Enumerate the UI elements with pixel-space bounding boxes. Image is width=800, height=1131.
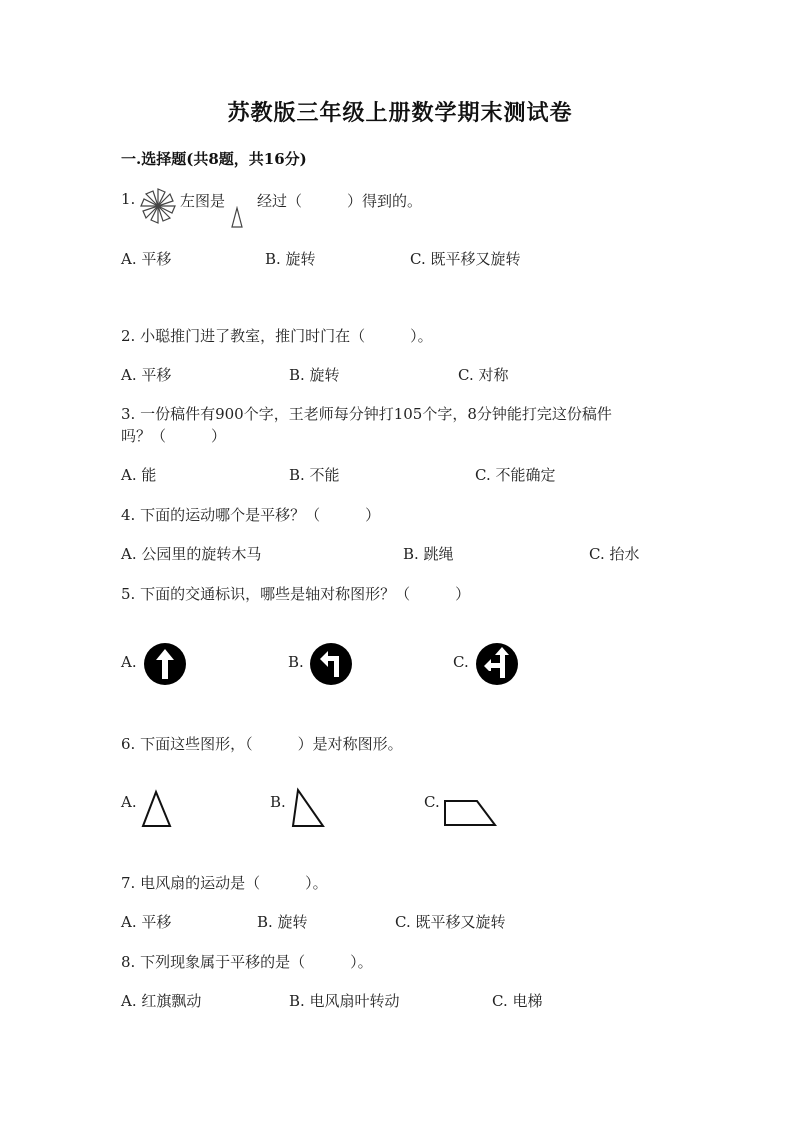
page-title: 苏教版三年级上册数学期末测试卷 [227,100,573,126]
turn-left-sign-icon [309,642,353,686]
question-3-option-a: A. 能 [121,466,157,484]
isosceles-triangle-icon [139,788,175,830]
question-4-option-a: A. 公园里的旋转木马 [121,545,262,563]
question-7-text: 7. 电风扇的运动是（ ）。 [121,874,328,892]
pinwheel-icon [137,186,179,226]
question-5-option-a: A. [121,653,137,671]
question-6-option-a: A. [121,793,137,811]
question-6-option-c: C. [424,793,440,811]
question-1-option-c: C. 既平移又旋转 [410,250,521,268]
question-7-option-b: B. 旋转 [257,913,308,931]
question-2-text: 2. 小聪推门进了教室，推门时门在（ ）。 [121,327,433,345]
question-6-text: 6. 下面这些图形，（ ）是对称图形。 [121,735,403,753]
question-5-option-b: B. [288,653,304,671]
question-8-option-c: C. 电梯 [492,992,543,1010]
question-1-option-b: B. 旋转 [265,250,316,268]
question-1-option-a: A. 平移 [121,250,172,268]
question-2-option-b: B. 旋转 [289,366,340,384]
question-4-option-b: B. 跳绳 [403,545,454,563]
question-3-text-line1: 3. 一份稿件有900个字，王老师每分钟打105个字，8分钟能打完这份稿件 [121,405,612,423]
question-8-text: 8. 下列现象属于平移的是（ ）。 [121,953,373,971]
question-1-text-b: 经过（ ）得到的。 [257,192,423,210]
question-3-option-b: B. 不能 [289,466,340,484]
question-4-text: 4. 下面的运动哪个是平移？（ ） [121,506,381,524]
question-5-text: 5. 下面的交通标识，哪些是轴对称图形？（ ） [121,585,471,603]
question-6-option-b: B. [270,793,286,811]
question-3-text-line2: 吗？（ ） [121,427,227,445]
question-4-option-c: C. 抬水 [589,545,640,563]
question-7-option-a: A. 平移 [121,913,172,931]
question-7-option-c: C. 既平移又旋转 [395,913,506,931]
question-2-option-a: A. 平移 [121,366,172,384]
question-1-text-a: 左图是 [180,192,226,210]
question-3-option-c: C. 不能确定 [475,466,556,484]
section-heading: 一.选择题(共8题，共16分) [121,150,307,168]
question-2-option-c: C. 对称 [458,366,509,384]
single-blade-icon [229,206,245,230]
trapezoid-icon [441,797,499,829]
scalene-triangle-icon [289,786,327,830]
question-5-option-c: C. [453,653,469,671]
arrow-up-sign-icon [143,642,187,686]
question-1-number: 1. [121,190,136,208]
question-8-option-b: B. 电风扇叶转动 [289,992,400,1010]
question-8-option-a: A. 红旗飘动 [121,992,202,1010]
turn-left-straight-sign-icon [475,642,519,686]
